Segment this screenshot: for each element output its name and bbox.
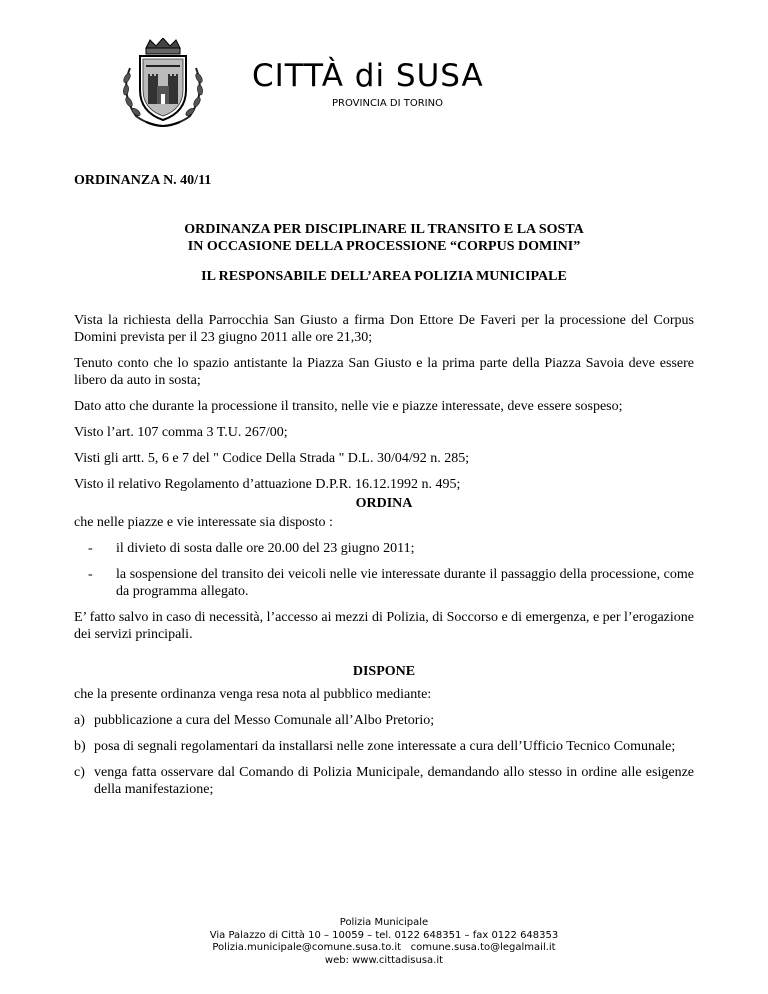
ordinance-subject (74, 221, 694, 255)
list-marker: - (88, 567, 93, 582)
coat-of-arms-logo (116, 38, 210, 128)
footer-office: Polizia Municipale (339, 917, 429, 928)
dispone-heading: DISPONE (352, 664, 416, 679)
dispone-list-item (74, 764, 694, 798)
dispone-list-item (74, 738, 694, 755)
page-footer (0, 917, 768, 967)
list-marker: c) (74, 765, 85, 780)
premise-paragraph: Visto l’art. 107 comma 3 T.U. 267/00; (74, 425, 288, 440)
footer-emails: Polizia.municipale@comune.susa.to.it comune.susa.to@legalmail.it (212, 942, 556, 953)
footer-address: Via Palazzo di Città 10 – 10059 – tel. 0122 648351 – fax 0122 648353 (209, 929, 559, 941)
premise-paragraph: Dato atto che durante la processione il transito, nelle vie e piazze interessate, deve essere sospeso; (74, 399, 623, 414)
ordina-list-item (74, 540, 694, 557)
responsible-heading: IL RESPONSABILE DELL’AREA POLIZIA MUNICIPALE (201, 269, 567, 284)
ordina-heading: ORDINA (355, 496, 413, 511)
list-text: posa di segnali regolamentari da installarsi nelle zone interessate a cura dell’Ufficio Tecnico Comunale; (94, 739, 676, 754)
ordina-closing: E’ fatto salvo in caso di necessità, l’accesso ai mezzi di Polizia, di Soccorso e di emergenza, e per l’erogazione dei servizi principali. (74, 610, 694, 642)
premise-paragraph: Visto il relativo Regolamento d’attuazione D.P.R. 16.12.1992 n. 495; (74, 477, 461, 492)
premise-paragraph: Visti gli artt. 5, 6 e 7 del " Codice Della Strada " D.L. 30/04/92 n. 285; (74, 451, 470, 466)
city-title: CITTÀ di SUSA (252, 58, 484, 94)
ordina-list-item (74, 566, 694, 600)
premise-paragraph: Vista la richiesta della Parrocchia San Giusto a firma Don Ettore De Faveri per la processione del Corpus Domini prevista per il 23 giugno 2011 alle ore 21,30; (74, 313, 694, 345)
list-marker: a) (74, 713, 85, 728)
list-marker: b) (74, 739, 86, 754)
list-text: la sospensione del transito dei veicoli nelle vie interessate durante il passaggio della processione, come da programma allegato. (116, 567, 694, 599)
dispone-list-item (74, 712, 694, 729)
list-marker: - (88, 541, 93, 556)
ordina-intro: che nelle piazze e vie interessate sia disposto : (74, 515, 333, 530)
dispone-intro: che la presente ordinanza venga resa nota al pubblico mediante: (74, 687, 432, 702)
province-label: PROVINCIA DI TORINO (332, 98, 443, 109)
premise-paragraph: Tenuto conto che lo spazio antistante la Piazza San Giusto e la prima parte della Piazza Savoia deve essere libero da auto in sosta; (74, 356, 694, 388)
ordinance-number: ORDINANZA N. 40/11 (74, 173, 212, 188)
ordinance-body (74, 312, 694, 807)
list-text: il divieto di sosta dalle ore 20.00 del 23 giugno 2011; (116, 541, 415, 556)
subject-line-1: ORDINANZA PER DISCIPLINARE IL TRANSITO E LA SOSTA (184, 222, 584, 237)
subject-line-2: IN OCCASIONE DELLA PROCESSIONE “CORPUS DOMINI” (187, 239, 581, 254)
list-text: venga fatta osservare dal Comando di Polizia Municipale, demandando allo stesso in ordine alle esigenze della manifestazione; (94, 765, 694, 797)
list-text: pubblicazione a cura del Messo Comunale all’Albo Pretorio; (94, 713, 435, 728)
footer-website: web: www.cittadisusa.it (324, 954, 444, 966)
